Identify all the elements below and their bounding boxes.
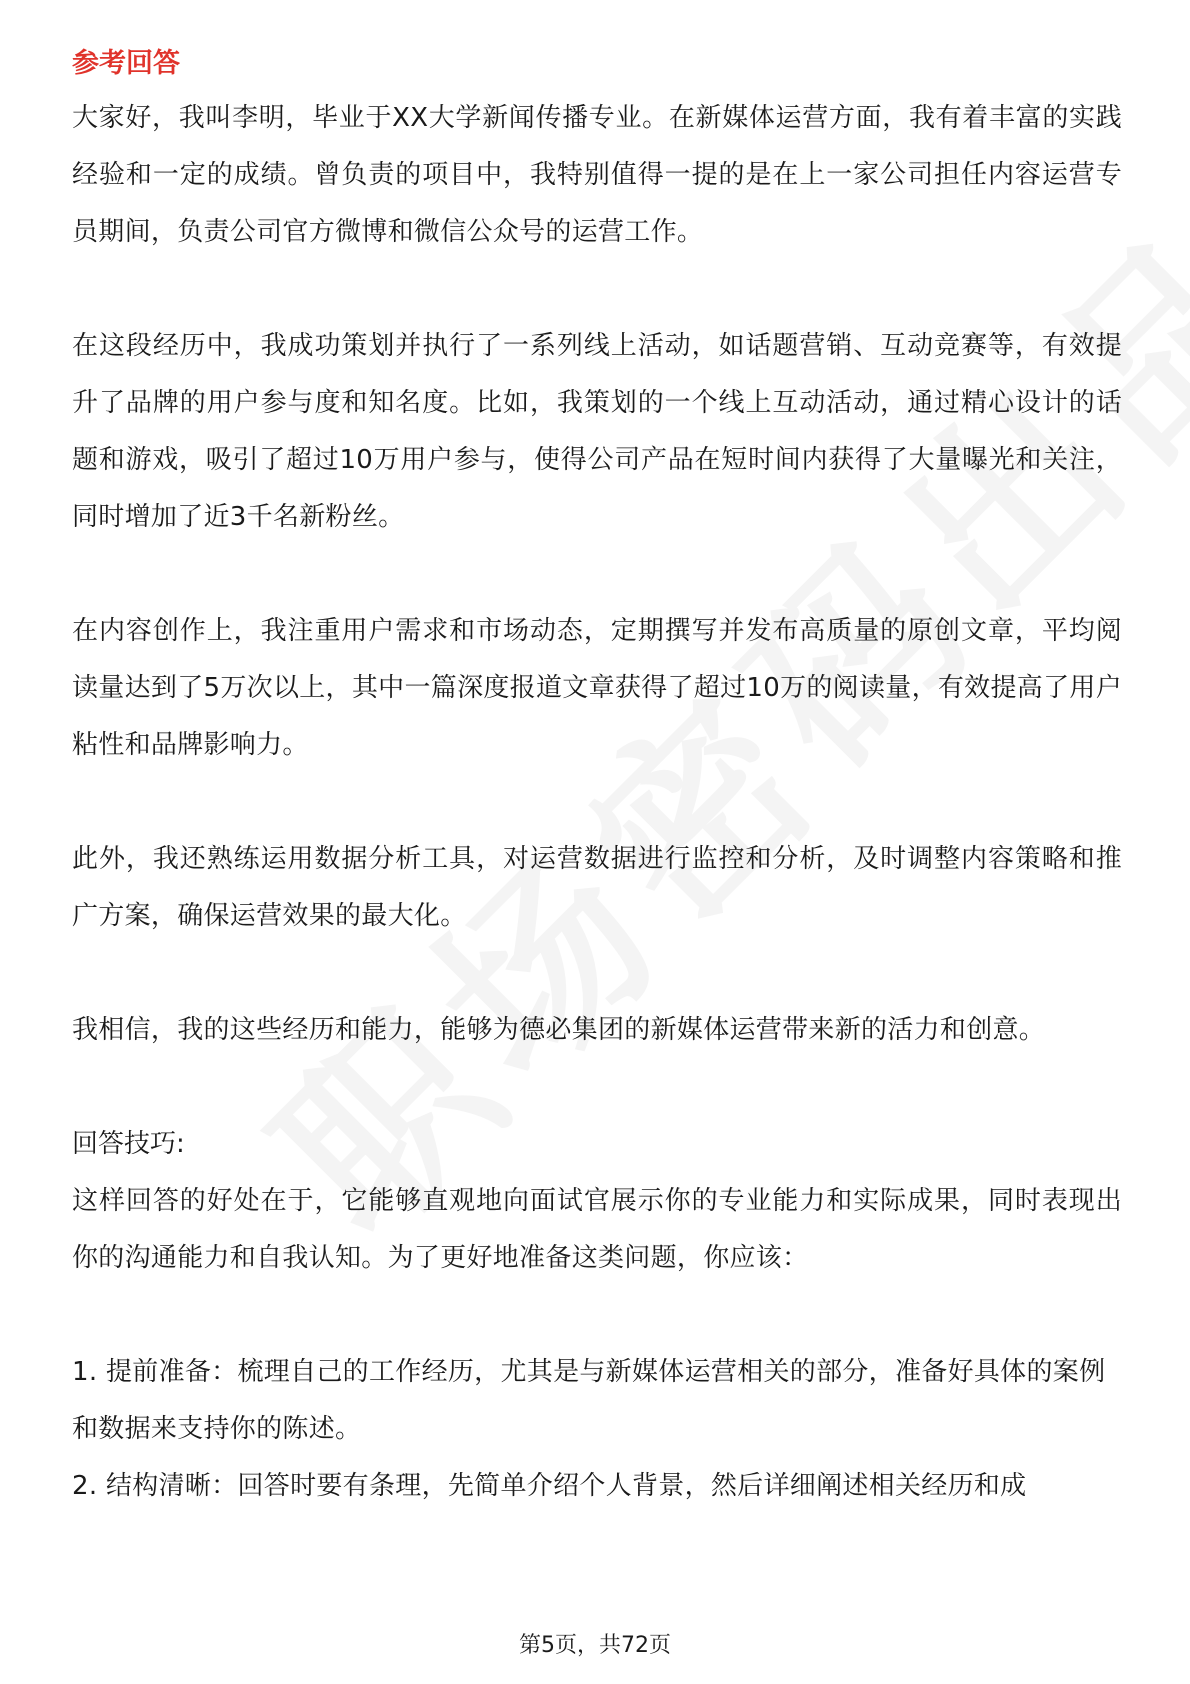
section-heading: 参考回答	[72, 48, 180, 79]
tips-list-item-2: 2. 结构清晰：回答时要有条理，先简单介绍个人背景，然后详细阐述相关经历和成	[72, 1471, 1027, 1501]
tips-label: 回答技巧:	[72, 1129, 185, 1159]
tips-intro: 这样回答的好处在于，它能够直观地向面试官展示你的专业能力和实际成果，同时表现出你的沟通能力和自我认知。为了更好地准备这类问题，你应该：	[72, 1186, 1122, 1273]
document-page	[72, 44, 1122, 1515]
answer-paragraph-4: 此外，我还熟练运用数据分析工具，对运营数据进行监控和分析，及时调整内容策略和推广方案，确保运营效果的最大化。	[72, 844, 1122, 931]
paragraph-gap	[72, 945, 1122, 1002]
answer-paragraph-1: 大家好，我叫李明，毕业于XX大学新闻传播专业。在新媒体运营方面，我有着丰富的实践经验和一定的成绩。曾负责的项目中，我特别值得一提的是在上一家公司担任内容运营专员期间，负责公司官方微博和微信公众号的运营工作。	[72, 103, 1122, 247]
paragraph-gap	[72, 774, 1122, 831]
answer-paragraph-2: 在这段经历中，我成功策划并执行了一系列线上活动，如话题营销、互动竞赛等，有效提升了品牌的用户参与度和知名度。比如，我策划的一个线上互动活动，通过精心设计的话题和游戏，吸引了超过10万用户参与，使得公司产品在短时间内获得了大量曝光和关注，同时增加了近3千名新粉丝。	[72, 331, 1122, 532]
paragraph-gap	[72, 261, 1122, 318]
page-footer: 第5页，共72页	[519, 1633, 671, 1658]
paragraph-gap	[72, 1059, 1122, 1116]
paragraph-gap	[72, 546, 1122, 603]
answer-paragraph-5: 我相信，我的这些经历和能力，能够为德必集团的新媒体运营带来新的活力和创意。	[72, 1015, 1046, 1045]
paragraph-gap	[72, 1287, 1122, 1344]
tips-list-item-1: 1. 提前准备：梳理自己的工作经历，尤其是与新媒体运营相关的部分，准备好具体的案例和数据来支持你的陈述。	[72, 1357, 1106, 1444]
answer-paragraph-3: 在内容创作上，我注重用户需求和市场动态，定期撰写并发布高质量的原创文章，平均阅读量达到了5万次以上，其中一篇深度报道文章获得了超过10万的阅读量，有效提高了用户粘性和品牌影响力。	[72, 616, 1122, 760]
